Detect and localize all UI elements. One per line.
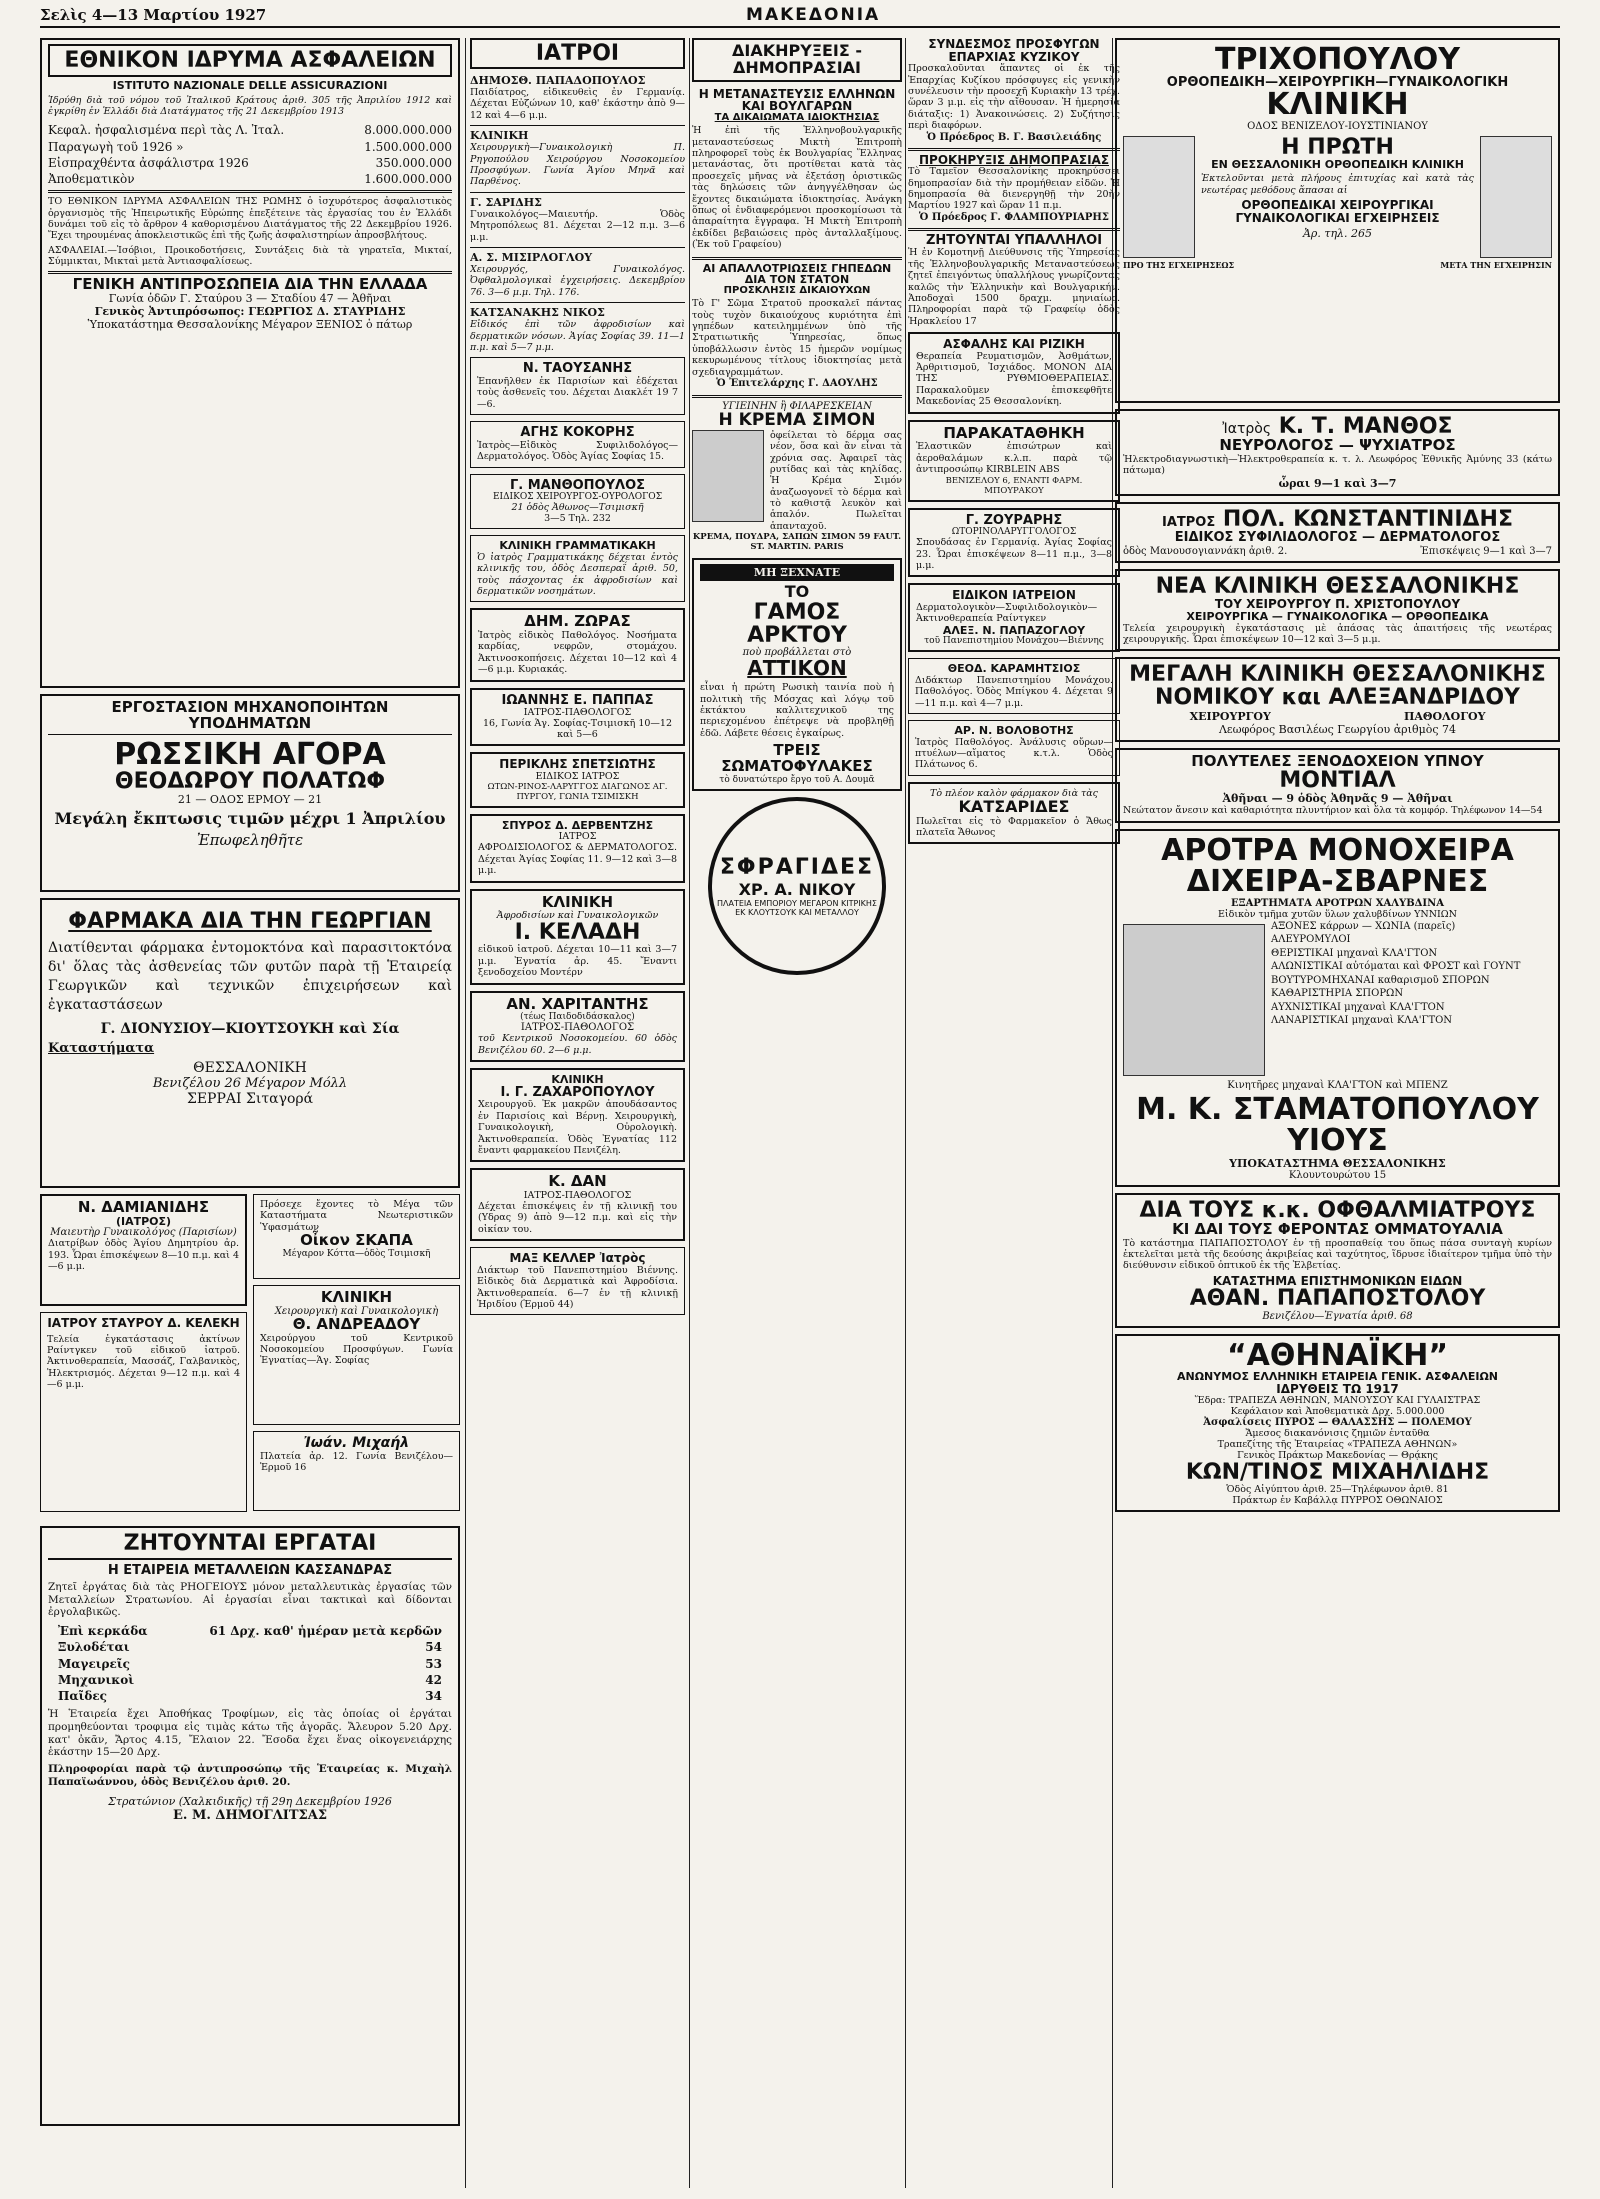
notice-title: ΖΗΤΟΥΝΤΑΙ ΥΠΑΛΛΗΛΟΙ	[925, 232, 1103, 248]
skapa-ad	[253, 1194, 460, 1279]
clinic-title: ΚΛΙΝΙΚΗ	[551, 1073, 604, 1087]
tender-notice	[908, 154, 1120, 223]
workers-title: ΖΗΤΟΥΝΤΑΙ ΕΡΓΑΤΑΙ	[48, 1532, 452, 1560]
michail-body: Πλατεία ἀρ. 12. Γωνία Βενιζέλου—Ἑρμοῦ 16	[260, 1450, 453, 1474]
skapa-name: Οἶκον ΣΚΑΠΑ	[300, 1231, 413, 1250]
damianidis-ad	[40, 1194, 247, 1306]
factory-title: ΕΡΓΟΣΤΑΣΙΟΝ ΜΗΧΑΝΟΠΟΙΗΤΩΝ ΥΠΟΔΗΜΑΤΩΝ	[48, 700, 452, 735]
patient-after-illustration	[1480, 136, 1552, 258]
factory-ad	[40, 694, 460, 892]
notice-body: Ἡ ἐπὶ τῆς Ἑλληνοβουλγαρικῆς μεταναστεύσεως Μικτὴ Ἐπιτροπὴ πληροφορεῖ τοὺς ἐκ Βουλγαρίας Ἕλληνας μετανάστας, ὅτι προτίθεται κατὰ τὰς προσεχεῖς μῆνας νὰ ἐξετάσῃ ὁριστικῶς τὰς δηλώσεις τῶν ἀνηγγέλθησαν ὡς ἔχοντες δικαιώματα ἰδιοκτησίας. Ἀνάγκη ὅπως οἱ ἐνδιαφερόμενοι προσκομίσωσι τὰ ἀπαραίτητα ἔγγραφα. Ἡ Μικτὴ Ἐπιτροπὴ ἐκδίδει βεβαιώσεις πρὸς ἀνταλλαξίμους. (Ἐκ τοῦ Γραφείου)	[692, 125, 902, 251]
column-3	[692, 38, 902, 2188]
clinic-spec: ΧΕΙΡΟΥΡΓΙΚΑ — ΓΥΝΑΙΚΟΛΟΓΙΚΑ — ΟΡΘΟΠΕΔΙΚΑ	[1186, 610, 1489, 624]
ad-body: Πωλεῖται εἰς τὸ Φαρμακεῖον ὁ Ἄθως πλατεῖα Ἄθωνος	[916, 815, 1112, 838]
patient-before-illustration	[1123, 136, 1195, 258]
nomikou-clinic-ad	[1115, 657, 1560, 741]
notice-subtitle: ΠΡΟΣΚΛΗΣΙΣ ΔΙΚΑΙΟΥΧΩΝ	[723, 284, 871, 296]
doctor-role-2: ΠΑΘΟΛΟΓΟΥ	[1403, 709, 1486, 723]
saridis-ad	[470, 196, 685, 243]
stamp-material: ΕΚ ΚΛΟΥΤΣΟΥΚ ΚΑΙ ΜΕΤΑΛΛΟΥ	[735, 907, 859, 917]
doctor-spec: ΙΑΤΡΟΣ	[558, 831, 597, 843]
notice-body: Τὸ Γ' Σῶμα Στρατοῦ προσκαλεῖ πάντας τοὺς τυχὸν δικαιούχους κυριότητα ἐπὶ γηπέδων κατειλημμένων ὑπὸ τῆς Στρατιωτικῆς Ὑπηρεσίας, ὅπως ὑποβάλλωσιν ἐντὸς 15 ἡμερῶν νομίμως κεκυρωμένους τίτλους ἰδιοκτησίας μετὰ σχεδιαγραμμάτων.	[692, 298, 902, 378]
stamp-address: ΠΛΑΤΕΙΑ ΕΜΠΟΡΙΟΥ ΜΕΓΑΡΟΝ ΚΙΤΡΙΚΗΣ	[717, 898, 877, 908]
plows-title-2: ΔΙΧΕΙΡΑ-ΣΒΑΡΝΕΣ	[1186, 864, 1489, 900]
doctor-body: τοῦ Κεντρικοῦ Νοσοκομείου. 60 ὁδὸς Βενιζέλου 60. 2—6 μ.μ.	[478, 1033, 677, 1056]
wage-row: Παῖδες 34	[58, 1688, 442, 1703]
doctor-body: Ἐπανῆλθεν ἐκ Παρισίων καὶ ἐδέχεται τοὺς ἀσθενεῖς του. Δέχεται Διακλέτ 19 7—6.	[477, 375, 678, 410]
manthos-ad	[1115, 409, 1560, 496]
pappas-ad	[470, 688, 685, 747]
notice-subtitle: ΤΑ ΔΙΚΑΙΩΜΑΤΑ ΙΔΙΟΚΤΗΣΙΑΣ	[714, 111, 880, 123]
doctor-name: ΚΛΙΝΙΚΗ ΓΡΑΜΜΑΤΙΚΑΚΗ	[499, 539, 656, 553]
agency-rep: Γενικὸς Ἀντιπρόσωπος: ΓΕΩΡΓΙΟΣ Δ. ΣΤΑΥΡΙΔΗΣ	[94, 305, 406, 319]
kyzikos-notice	[908, 38, 1120, 143]
agency-branch: Ὑποκατάστημα Θεσσαλονίκης Μέγαρον ΞΕΝΙΟΣ ὁ πάτωρ	[87, 318, 413, 332]
optics-title-2: ΚΙ ΔΑΙ ΤΟΥΣ ΦΕΡΟΝΤΑΣ ΟΜΜΑΤΟΥΑΛΙΑ	[1172, 1219, 1503, 1238]
doctor-address: 21 ὁδὸς Ἀθωνος—Τσιμισκῆ	[511, 502, 644, 514]
doctor-phone: 3—5 Τηλ. 232	[544, 513, 611, 525]
hotel-name: ΜΟΝΤΙΑΛ	[1279, 768, 1396, 794]
clinic-body: Δερματολογικὸν—Συφιλιδολογικὸν—Ἀκτινοθεραπεία Ραίντγκεν	[916, 601, 1098, 625]
charitantis-ad	[470, 991, 685, 1063]
doctor-name: ΑΡ. Ν. ΒΟΛΟΒΟΤΗΣ	[954, 723, 1074, 737]
damianidis-role: (ΙΑΤΡΟΣ)	[115, 1214, 172, 1228]
plows-line: ΚΑΘΑΡΙΣΤΗΡΙΑ ΣΠΟΡΩΝ	[1271, 988, 1404, 1000]
clinic-title: ΕΙΔΙΚΟΝ ΙΑΤΡΕΙΟΝ	[952, 588, 1076, 603]
cream-lead: ΥΓΙΕΙΝΗΝ ἢ ΦΙΛΑΡΕΣΚΕΙΑΝ	[722, 400, 872, 412]
notice-title: ΠΡΟΚΗΡΥΞΙΣ ΔΗΜΟΠΡΑΣΙΑΣ	[918, 152, 1110, 167]
notice-signature: Ὁ Πρόεδρος Β. Γ. Βασιλειάδης	[926, 131, 1102, 143]
andreadou-name: Θ. ΑΝΔΡΕΑΔΟΥ	[292, 1314, 421, 1333]
pharma-address-1: Βενιζέλου 26 Μέγαρον Μόλλ	[152, 1075, 348, 1091]
pharma-title: ΦΑΡΜΑΚΑ ΔΙΑ ΤΗΝ ΓΕΩΡΓΙΑΝ	[68, 909, 432, 934]
plows-firm: Μ. Κ. ΣΤΑΜΑΤΟΠΟΥΛΟΥ ΥΙΟΥΣ	[1136, 1091, 1539, 1159]
athinaiki-ad	[1115, 1334, 1560, 1513]
arktos-venue: ΑΤΤΙΚΟΝ	[747, 656, 847, 681]
notices-section-title: ΔΙΑΚΗΡΥΞΕΙΣ - ΔΗΜΟΠΡΑΣΙΑΙ	[692, 38, 902, 82]
doctor-name: ΑΝ. ΧΑΡΙΤΑΝΤΗΣ	[506, 994, 649, 1013]
ad-lead: Τὸ πλέον καλὸν φάρμακον διὰ τὰς	[930, 787, 1098, 799]
kelekis-ad	[40, 1312, 247, 1512]
clinic-doctors: ΝΟΜΙΚΟΥ και ΑΛΕΞΑΝΔΡΙΔΟΥ	[1155, 685, 1520, 711]
doctor-spec: ΙΑΤΡΟΣ-ΠΑΘΟΛΟΓΟΣ	[523, 707, 632, 719]
doctor-body: ΩΤΩΝ-ΡΙΝΟΣ-ΛΑΡΥΓΓΟΣ ΔΙΑΓΩΝΟΣ ΑΓ. ΠΥΡΓΟΥ, ΓΩΝΙΑ ΤΣΙΜΙΣΚΗ	[487, 781, 668, 802]
zoras-ad	[470, 608, 685, 681]
doctor-name: Α. Σ. ΜΙΣΙΡΛΟΓΛΟΥ	[470, 251, 593, 264]
rhythmotherapy-ad	[908, 332, 1120, 414]
kelekis-title: ΙΑΤΡΟΥ ΣΤΑΥΡΟΥ Δ. ΚΕΛΕΚΗ	[47, 1316, 240, 1330]
clinic-title: ΚΛΙΝΙΚΗ	[1266, 87, 1409, 123]
clinic-title: ΜΕΓΑΛΗ ΚΛΙΝΙΚΗ ΘΕΣΣΑΛΟΝΙΚΗΣ	[1129, 662, 1546, 688]
insurer-risks: Ἀσφαλίσεις ΠΥΡΟΣ — ΘΑΛΑΣΣΗΣ — ΠΟΛΕΜΟΥ	[1203, 1417, 1472, 1429]
workers-intro: Ζητεῖ ἐργάτας διὰ τὰς ΡΗΟΓΕΙΟΥΣ μόνον μεταλλευτικὰς ἐργασίας τῶν Μεταλλείων Στρατωνίου. Αἱ ἐργασίαι εἶναι τακτικαὶ καὶ δίδονται ἐργολαβικῶς.	[48, 1580, 452, 1619]
skapa-body: Πρόσεχε ἔχοντες τὸ Μέγα τῶν Καταστήματα Νεωτεριστικῶν Ὑφασμάτων	[260, 1199, 453, 1233]
notice-title: Η ΜΕΤΑΝΑΣΤΕΥΣΙΣ ΕΛΛΗΝΩΝ ΚΑΙ ΒΟΥΛΓΑΡΩΝ	[698, 86, 896, 114]
ad-body: Ἐλαστικῶν ἐπισώτρων καὶ ἀεροθαλάμων κ.λ.π. παρὰ τῷ ἀντιπροσώπῳ KIRBLEIN ABS	[916, 441, 1112, 476]
insurance-row: Εἰσπραχθέντα ἀσφάλιστρα 1926 350.000.000	[48, 155, 452, 170]
doctor-name: ΔΗΜΟΣΘ. ΠΑΠΑΔΟΠΟΥΛΟΣ	[470, 74, 646, 88]
factory-brand: ΡΩΣΣΙΚΗ ΑΓΟΡΑ	[114, 736, 386, 772]
doctor-title: Ἰατρὸς	[1222, 421, 1272, 437]
workers-contact: Πληροφορίαι παρὰ τῷ ἀντιπροσώπῳ τῆς Ἑταιρείας κ. Μιχαὴλ Παπαϊωάννου, ὁδὸς Βενιζέλου ἀριθ. 20.	[48, 1763, 452, 1789]
doctor-name: Γ. ΖΟΥΡΑΡΗΣ	[965, 512, 1063, 528]
column-1	[40, 38, 460, 2188]
doctors-section-title: ΙΑΤΡΟΙ	[470, 38, 685, 69]
doctor-hours: ὧραι 9—1 καὶ 3—7	[1278, 476, 1397, 490]
spetsiotis-ad	[470, 752, 685, 808]
doctor-name: Ι. Γ. ΖΑΧΑΡΟΠΟΥΛΟΥ	[500, 1084, 655, 1100]
notice-signature: Ὁ Πρόεδρος Γ. ΦΛΑΜΠΟΥΡΙΑΡΗΣ	[919, 211, 1109, 223]
andreadou-title: ΚΛΙΝΙΚΗ	[320, 1288, 393, 1306]
doctor-spec: ΙΑΤΡΟΣ-ΠΑΘΟΛΟΓΟΣ	[523, 1190, 632, 1202]
cream-body: ὀφείλεται τὸ δέρμα σας νέον, ὅσα καὶ ἂν εἶναι τὰ χρόνια σας. Ἀφαιρεῖ τὰς ρυτίδας καὶ τὰς κηλίδας. Ἡ Κρέμα Σιμόν ἀναζωογονεῖ τὸ δέρμα καὶ τὸ καθιστᾷ λευκὸν καὶ ἁπαλόν. Πωλεῖται ἁπανταχοῦ.	[770, 429, 902, 532]
hotel-ad	[1115, 748, 1560, 823]
andreadou-body: Χειρούργου τοῦ Κεντρικοῦ Νοσοκομείου Προσφύγων. Γωνία Ἐγνατίας—Ἁγ. Σοφίας	[260, 1332, 453, 1367]
pharma-firm: Γ. ΔΙΟΝΥΣΙΟΥ—ΚΙΟΥΤΣΟΥΚΗ καὶ Σία	[100, 1020, 400, 1037]
workers-ad	[40, 1526, 460, 2126]
masthead	[40, 4, 1560, 28]
hotel-address: Ἀθῆναι — 9 ὁδὸς Ἀθηνᾶς 9 — Ἀθῆναι	[1222, 792, 1453, 806]
plows-ad	[1115, 829, 1560, 1187]
plows-line: ΒΟΥΤΥΡΟΜΗΧΑΝΑΙ καθαρισμοῦ ΣΠΟΡΩΝ	[1271, 974, 1490, 986]
doctor-sub: τοῦ Πανεπιστημίου Μονάχου—Βιέννης	[924, 636, 1104, 647]
insurance-row: Παραγωγὴ τοῦ 1926 » 1.500.000.000	[48, 139, 452, 154]
insurer-name: “ΑΘΗΝΑΪΚΗ”	[1226, 1337, 1449, 1373]
workers-date: Στρατώνιον (Χαλκιδικῆς) τῇ 29η Δεκεμβρίου 1926	[108, 1794, 392, 1808]
volovotis-ad	[908, 720, 1120, 776]
keller-ad	[470, 1247, 685, 1315]
michail-ad	[253, 1431, 460, 1511]
konstantinidis-ad	[1115, 502, 1560, 564]
insurer-bank: Τραπεζίτης τῆς Ἑταιρείας «ΤΡΑΠΕΖΑ ΑΘΗΝΩΝ»	[1217, 1439, 1458, 1451]
insurer-payment: Ἄμεσος διακανόνισις ζημιῶν ἐνταῦθα	[1245, 1428, 1430, 1440]
before-caption: ΠΡΟ ΤΗΣ ΕΓΧΕΙΡΗΣΕΩΣ	[1123, 259, 1235, 270]
notice-signature: Ὁ Ἐπιτελάρχης Γ. ΔΑΟΥΛΗΣ	[716, 377, 878, 389]
doctor-body: εἰδικοῦ ἰατροῦ. Δέχεται 10—11 καὶ 3—7 μ.μ. Ἐγνατία ἀρ. 45. Ἔναντι ξενοδοχείου Μοντέρν	[478, 944, 677, 979]
doctor-body: Διάκτωρ τοῦ Πανεπιστημίου Βιέννης. Εἰδικὸς διὰ Δερματικὰ καὶ Ἀφροδίσια. Ἀκτινοθεραπεία. 6—7 ἐν τῇ κλινικῇ Ἡριδίου (Ἑρμοῦ 44)	[477, 1264, 678, 1310]
insurer-seat: Ἕδρα: ΤΡΑΠΕΖΑ ΑΘΗΝΩΝ, ΜΑΝΟΥΣΟΥ ΚΑΙ ΓΥΛΑΙΣΤΡΑΣ	[1194, 1395, 1481, 1407]
insurer-sub: ΑΝΩΝΥΜΟΣ ΕΛΛΗΝΙΚΗ ΕΤΑΙΡΕΙΑ ΓΕΝΙΚ. ΑΣΦΑΛΕΙΩΝ	[1176, 1370, 1499, 1383]
insurance-ad	[40, 38, 460, 688]
ad-body: Θεραπεία Ρευματισμῶν, Ἀσθμάτων, Ἀρθριτισμοῦ, Ἰσχιάδος. ΜΟΝΟΝ ΔΙΑ ΤΗΣ ΡΥΘΜΙΟΘΕΡΑΠΕΙΑΣ. Παρακαλοῦμεν ἐπισκεφθῆτε Μακεδονίας 25 Θεσσαλονίκη.	[916, 350, 1112, 408]
insurer-year: ΙΔΡΥΘΕΙΣ ΤΩ 1917	[1276, 1381, 1399, 1396]
plows-line: ΘΕΡΙΣΤΙΚΑΙ μηχαναὶ ΚΛΑ'ΓΤΟΝ	[1271, 947, 1438, 959]
insurance-row: Κεφαλ. ἠσφαλισμένα περὶ τὰς Λ. Ἰταλ. 8.000.000.000	[48, 123, 452, 138]
skapa-address: Μέγαρον Κόττα—ὁδὸς Τσιμισκῆ	[282, 1248, 431, 1259]
deposit-ad	[908, 420, 1120, 502]
doctor-body: ΑΦΡΟΔΙΣΙΟΛΟΓΟΣ & ΔΕΡΜΑΤΟΛΟΓΟΣ. Δέχεται Ἁγίας Σοφίας 11. 9—12 καὶ 3—8 μ.μ.	[478, 842, 677, 877]
doctor-spec: ΕΙΔΙΚΟΣ ΣΥΦΙΛΙΔΟΛΟΓΟΣ — ΔΕΡΜΑΤΟΛΟΓΟΣ	[1174, 529, 1501, 545]
kokoris-ad	[470, 421, 685, 467]
doctor-hours: Ἐπισκέψεις 9—1 καὶ 3—7	[1420, 546, 1552, 558]
factory-address: 21 — ΟΔΟΣ ΕΡΜΟΥ — 21	[177, 793, 323, 807]
doctor-name: ΘΕΟΔ. ΚΑΡΑΜΗΤΣΙΟΣ	[947, 662, 1081, 676]
doctor-address: ὁδὸς Μανουσογιαννάκη ἀριθ. 2.	[1123, 546, 1288, 558]
doctor-name: ΔΗΜ. ΖΩΡΑΣ	[524, 612, 631, 631]
katsarides-ad	[908, 782, 1120, 845]
clinic-title: ΚΛΙΝΙΚΗ	[541, 892, 614, 911]
optics-body: Τὸ κατάστημα ΠΑΠΑΠΟΣΤΟΛΟΥ ἐν τῇ προσπαθείᾳ του ὅπως πάσα συνταγὴ κυρίων ἐκτελεῖται μετὰ τῆς δεούσης ἀκριβείας καὶ ταχύτητος, ἵδρυσε ἰδιαίτερον τμῆμα ὑπὸ τὴν διεύθυνσιν εἰδικοῦ ὀπτικοῦ ἐκ τῆς Ἑλβετίας.	[1123, 1237, 1552, 1272]
hotel-title: ΠΟΛΥΤΕΛΕΣ ΞΕΝΟΔΟΧΕΙΟΝ ΥΠΝΟΥ	[1191, 751, 1484, 770]
arktos-sub: ποὺ προβάλλεται στὸ	[742, 647, 852, 659]
manthopoulos-ad	[470, 474, 685, 530]
clinic-title: ΝΕΑ ΚΛΙΝΙΚΗ ΘΕΣΣΑΛΟΝΙΚΗΣ	[1155, 574, 1520, 600]
andreadou-ad	[253, 1285, 460, 1425]
kelladi-ad	[470, 889, 685, 985]
zourari-ad	[908, 508, 1120, 578]
optics-shop: ΚΑΤΑΣΤΗΜΑ ΕΠΙΣΤΗΜΟΝΙΚΩΝ ΕΙΔΩΝ	[1212, 1273, 1463, 1288]
derventzis-ad	[470, 814, 685, 883]
doctor-body: Ἰατρὸς Παθολόγος. Ἀνάλυσις οὔρων—πτυέλων—αἵματος κ.τ.λ. Ὁδὸς Πλάτωνος 6.	[915, 736, 1113, 771]
optics-name: ΑΘΑΝ. ΠΑΠΑΠΟΣΤΟΛΟΥ	[1189, 1286, 1486, 1312]
insurance-title: ΕΘΝΙΚΟΝ ΙΔΡΥΜΑ ΑΣΦΑΛΕΙΩΝ	[48, 44, 452, 77]
doctor-name: ΠΕΡΙΚΛΗΣ ΣΠΕΤΣΙΩΤΗΣ	[499, 757, 656, 772]
doctor-name: Ν. ΤΑΟΥΣΑΝΗΣ	[522, 361, 633, 377]
notice-title: ΣΥΝΔΕΣΜΟΣ ΠΡΟΣΦΥΓΩΝ ΕΠΑΡΧΙΑΣ ΚΥΖΙΚΟΥ	[928, 38, 1100, 64]
page-date: Σελὶς 4—13 Μαρτίου 1927	[40, 6, 267, 24]
doctor-body: Δέχεται ἐπισκέψεις ἐν τῇ κλινικῇ του (Υδρας 9) ἀπὸ 9—12 π.μ. καὶ εἰς τὴν οἰκίαν του.	[478, 1201, 677, 1235]
doctor-sub: (τέως Παιδοδιδάσκαλος)	[520, 1012, 635, 1023]
doctor-body: Σπουδάσας ἐν Γερμανίᾳ. Ἁγίας Σοφίας 23. Ὧραι ἐπισκέψεων 8—11 π.μ., 3—8 μ.μ.	[916, 537, 1112, 571]
cream-title: Η ΚΡΕΜΑ ΣΙΜΟΝ	[718, 409, 876, 430]
doctor-spec: ΙΑΤΡΟΣ-ΠΑΘΟΛΟΓΟΣ	[520, 1022, 635, 1034]
misirloglou-ad	[470, 251, 685, 298]
special-clinic-ad	[908, 583, 1120, 652]
insurance-body: ΤΟ ΕΘΝΙΚΟΝ ΙΔΡΥΜΑ ΑΣΦΑΛΕΙΩΝ ΤΗΣ ΡΩΜΗΣ ὁ ἰσχυρότερος ἀσφαλιστικὸς ὀργανισμὸς τῆς Ἠπειρωτικῆς Εὐρώπης ἐπεξέτεινε τὰς ἐργασίας του ἐν Ἑλλάδι δυνάμει τοῦ εἰς τὸ ἄρθρον 4 καθορισμένου Διατάγματος τῆς 22 Δεκεμβρίου 1926. Ἔχει τηρουμένας ἀποκλειστικῶς ἐπὶ τῆς ζωῆς ἀσφαλιστηρίων ἀπροσβλήτους.	[48, 196, 452, 242]
arktos-ad	[692, 558, 902, 790]
clinic-operations: ΟΡΘΟΠΕΔΙΚΑΙ ΧΕΙΡΟΥΡΓΙΚΑΙ ΓΥΝΑΙΚΟΛΟΓΙΚΑΙ ΕΓΧΕΙΡΗΣΕΙΣ	[1235, 198, 1440, 225]
doctor-body: Ἰατρὸς εἰδικὸς Παθολόγος. Νοσήματα καρδίας, νεφρῶν, στομάχου. Ἀκτινοσκοπήσεις. Δέχεται 10—12 καὶ 4—6 μ.μ. Κυριακάς.	[478, 630, 677, 676]
newspaper-title: ΜΑΚΕΔΟΝΙΑ	[746, 5, 881, 25]
insurance-types: ΑΣΦΑΛΕΙΑΙ.—Ἰσόβιοι, Προικοδοτήσεις, Συντάξεις διὰ τὰ γηρατεῖα, Μικταί, Σύμμικται, Μικταὶ μετὰ Ἀντιασφαλίσεως.	[48, 244, 452, 268]
hotel-body: Νεώτατον ἄνεσιν καὶ καθαριότητα πλυντήριον καὶ ὅλα τὰ κομφόρ. Τηλέφωνον 14—54	[1123, 805, 1543, 817]
arktos-title: ΓΑΜΟΣ ΑΡΚΤΟΥ	[747, 600, 847, 649]
pharma-ad	[40, 898, 460, 1188]
doctor-spec: ΕΙΔΙΚΟΣ ΙΑΤΡΟΣ	[535, 770, 620, 782]
papadopoulos-ad	[470, 74, 685, 121]
doctor-title: ΙΑΤΡΟΣ	[1162, 514, 1216, 530]
stamp-title: ΣΦΡΑΓΙΔΕΣ	[719, 854, 875, 880]
arktos-lead: ΜΗ ΞΕΧΝΑΤΕ	[700, 564, 894, 581]
tractor-illustration	[1123, 924, 1265, 1076]
ad-title: ΚΑΤΣΑΡΙΔΕΣ	[958, 796, 1070, 816]
clinic-body: Ἐκτελοῦνται μετὰ πλήρους ἐπιτυχίας καὶ κατὰ τὰς νεωτέρας μεθόδους ἅπασαι αἱ	[1201, 173, 1474, 196]
pharma-body: Διατίθενται φάρμακα ἐντομοκτόνα καὶ παρασιτοκτόνα δι' ὅλας τὰς ἀσθενείας τῶν φυτῶν παρὰ τῇ Ἑταιρείᾳ Γεωργικῶν καὶ τεχνικῶν ἐπιχειρήσεων καὶ ἐγκαταστάσεων	[48, 940, 452, 1013]
factory-tag: Ἐπωφεληθῆτε	[196, 831, 304, 850]
pharma-city-2: ΣΕΡΡΑΙ Σιταγορά	[186, 1090, 314, 1107]
wage-row: Μηχανικοὶ 42	[58, 1672, 442, 1687]
plows-line: ΑΛΕΥΡΟΜΥΛΟΙ	[1271, 934, 1351, 946]
clinic-sub: ΤΟΥ ΧΕΙΡΟΥΡΓΟΥ Π. ΧΡΙΣΤΟΠΟΥΛΟΥ	[1214, 597, 1461, 612]
doctor-body: Γυναικολόγος—Μαιευτήρ. Ὁδὸς Μητροπόλεως 81. Δέχεται 2—12 π.μ. 3—6 μ.μ.	[470, 208, 685, 243]
clinic-desc: ΕΝ ΘΕΣΣΑΛΟΝΙΚΗ ΟΡΘΟΠΕΔΙΚΗ ΚΛΙΝΙΚΗ	[1211, 157, 1464, 171]
arktos-next-sub: τὸ δυνατώτερο ἔργο τοῦ Α. Δουμᾶ	[719, 774, 875, 785]
optics-title: ΔΙΑ ΤΟΥΣ κ.κ. ΟΦΘΑΛΜΙΑΤΡΟΥΣ	[1139, 1197, 1536, 1223]
notice-body: Ἡ ἐν Κομοτηνῇ Διεύθυνσις τῆς Ὑπηρεσίας τῆς Ἑλληνοβουλγαρικῆς Μεταναστεύσεως ζητεῖ ἐπειγόντως ὑπαλλήλους γνωρίζοντας καλῶς τὴν Ἑλληνικὴν καὶ Βουλγαρικήν. Ἀποδοχαὶ 1500 δραχμ. μηνιαίως. Πληροφορίαι παρὰ τῷ Γραφείῳ ὁδὸς Ἡρακλείου 17	[908, 247, 1120, 327]
plows-address: Κλουντουρώτου 15	[1288, 1169, 1387, 1181]
karamitsios-ad	[908, 658, 1120, 714]
agency-address: Γωνία ὁδῶν Γ. Σταύρου 3 — Σταδίου 47 — Ἀθῆναι	[108, 292, 392, 306]
cream-ad	[692, 401, 902, 552]
notice-body: Προσκαλοῦνται ἅπαντες οἱ ἐκ τῆς Ἐπαρχίας Κυζίκου πρόσφυγες εἰς γενικὴν συνέλευσιν τὴν προσεχῆ Κυριακὴν 13 τρέχ. ὥραν 3 μ.μ. εἰς τὴν αἴθουσαν. Ἡ ἡμερησία διάταξις: 1) Ἀνακοινώσεις. 2) Συζήτησις περὶ διαφόρων.	[908, 63, 1120, 132]
doctor-spec: ΕΙΔΙΚΟΣ ΧΕΙΡΟΥΡΓΟΣ-ΟΥΡΟΛΟΓΟΣ	[492, 492, 663, 503]
doctor-body: Εἰδικός ἐπὶ τῶν ἀφροδισίων καὶ δερματικῶν νόσων. Ἁγίας Σοφίας 39. 11—1 π.μ. καὶ 5—7 μ.μ.	[470, 319, 685, 353]
doctor-name: ΑΛΕΞ. Ν. ΠΑΠΑΖΟΓΛΟΥ	[942, 623, 1086, 637]
insurer-branch: Πράκτωρ ἐν Καβάλλᾳ ΠΥΡΡΟΣ ΟΘΩΝΑΙΟΣ	[1232, 1495, 1443, 1507]
wage-row: Ἐπὶ κερκάδα 61 Δρχ. καθ' ἡμέραν μετὰ κερδῶν	[58, 1624, 442, 1639]
doctor-name: Γ. ΜΑΝΘΟΠΟΥΛΟΣ	[509, 477, 646, 493]
doctor-body: Ἰατρὸς—Εἰδικὸς Συφιλιδολόγος—Δερματολόγος. Ὁδὸς Ἁγίας Σοφίας 15.	[477, 439, 678, 463]
factory-offer: Μεγάλη ἔκπτωσις τιμῶν μέχρι 1 Ἀπριλίου	[54, 809, 446, 829]
doctor-body: 16, Γωνία Ἁγ. Σοφίας-Τσιμισκῆ 10—12 καὶ 5—6	[483, 718, 672, 741]
arktos-body: εἶναι ἡ πρώτη Ρωσικὴ ταινία ποὺ ἡ πολιτικὴ τῆς Μόσχας καὶ λόγῳ τοῦ ἐκτάκτου καλλιτεχνικοῦ της περιεχομένου ἐπέτρεψε νὰ προβληθῇ ἐδῶ. Λάβετε θέσεις ἐγκαίρως.	[700, 682, 894, 739]
insurer-capital: Κεφάλαιον καὶ Ἀποθεματικὰ Δρχ. 5.000.000	[1230, 1406, 1445, 1418]
plows-line: ΑΥΧΝΙΣΤΙΚΑΙ μηχαναὶ ΚΛΑ'ΓΤΟΝ	[1271, 1001, 1445, 1013]
exchange-notice	[692, 88, 902, 251]
plows-title: ΑΡΟΤΡΑ ΜΟΝΟΧΕΙΡΑ	[1161, 832, 1514, 868]
clinic-owner: ΤΡΙΧΟΠΟΥΛΟΥ	[1214, 42, 1461, 77]
after-caption: ΜΕΤΑ ΤΗΝ ΕΓΧΕΙΡΗΣΙΝ	[1440, 259, 1552, 270]
plows-branch: ΥΠΟΚΑΤΑΣΤΗΜΑ ΘΕΣΣΑΛΟΝΙΚΗΣ	[1229, 1156, 1446, 1170]
new-clinic-ad	[1115, 569, 1560, 651]
taousanis-ad	[470, 357, 685, 415]
ad-title: ΠΑΡΑΚΑΤΑΘΗΚΗ	[943, 423, 1085, 442]
doctor-name: ΚΑΤΣΑΝΑΚΗΣ ΝΙΚΟΣ	[470, 306, 605, 320]
insurance-subtitle: ISTITUTO NAZIONALE DELLE ASSICURAZIONI	[112, 79, 388, 93]
doctor-name: ΙΩΑΝΝΗΣ Ε. ΠΑΠΠΑΣ	[501, 692, 654, 708]
wage-row: Μαγειρεῖς 53	[58, 1656, 442, 1671]
column-4	[908, 38, 1120, 2188]
insurer-address: Ὁδὸς Αἰγύπτου ἀριθ. 25—Τηλέφωνον ἀριθ. 81	[1226, 1484, 1449, 1496]
trichopoulou-ad	[1115, 38, 1560, 403]
insurance-row: Ἀποθεματικὸν 1.600.000.000	[48, 171, 452, 186]
damianidis-spec: Μαιευτὴρ Γυναικολόγος (Παρισίων)	[50, 1227, 237, 1239]
arktos-article: ΤΟ	[784, 582, 810, 602]
doctor-name: Κ. Τ. ΜΑΝΘΟΣ	[1278, 414, 1453, 439]
andreadou-sub: Χειρουργικὴ καὶ Γυναικολογικὴ	[274, 1305, 439, 1317]
plows-line: Κινητῆρες μηχαναὶ ΚΛΑ'ΓΤΟΝ καὶ ΜΠΕΝΖ	[1227, 1079, 1448, 1091]
pharma-city-1: ΘΕΣΣΑΛΟΝΙΚΗ	[193, 1059, 307, 1076]
clinic-phone: Ἀρ. τηλ. 265	[1302, 227, 1373, 241]
doctor-name: Γ. ΣΑΡΙΔΗΣ	[470, 195, 542, 209]
column-5	[1115, 38, 1560, 2188]
workers-company: Η ΕΤΑΙΡΕΙΑ ΜΕΤΑΛΛΕΙΩΝ ΚΑΣΣΑΝΔΡΑΣ	[107, 1563, 393, 1579]
stamp-emblem	[708, 797, 886, 975]
dan-ad	[470, 1168, 685, 1241]
plows-line: ΑΞΟΝΕΣ κάρρων — ΧΩΝΙΑ (παρεῖς)	[1271, 920, 1456, 932]
pharma-stores-label: Καταστήματα	[48, 1040, 155, 1056]
ad-title: ΑΣΦΑΛΗΣ ΚΑΙ ΡΙΖΙΚΗ	[943, 337, 1085, 352]
factory-owner: ΘΕΟΔΩΡΟΥ ΠΟΛΑΤΩΦ	[114, 769, 386, 794]
woman-portrait-illustration	[692, 430, 764, 522]
ad-address: ΒΕΝΙΖΕΛΟΥ 6, ΕΝΑΝΤΙ ΦΑΡΜ. ΜΠΟΥΡΑΚΟΥ	[945, 475, 1083, 496]
insurance-intro: Ἱδρύθη διὰ τοῦ νόμου τοῦ Ἰταλικοῦ Κράτους ἀριθ. 305 τῆς Ἀπριλίου 1912 καὶ ἐγκρίθη ἐν Ἑλλάδι διὰ Διατάγματος τῆς 21 Δεκεμβρίου 1913	[48, 94, 452, 118]
doctor-name: ΑΓΗΣ ΚΟΚΟΡΗΣ	[520, 425, 635, 441]
plows-line: ΛΑΝΑΡΙΣΤΙΚΑΙ μηχαναὶ ΚΛΑ'ΓΤΟΝ	[1271, 1015, 1453, 1027]
small-ads-grid	[40, 1194, 460, 1520]
clinic-address: ΟΔΟΣ ΒΕΝΙΖΕΛΟΥ-ΙΟΥΣΤΙΝΙΑΝΟΥ	[1247, 120, 1428, 132]
plows-line: ΕΞΑΡΤΗΜΑΤΑ ΑΡΟΤΡΩΝ ΧΑΛΥΒΔΙΝΑ	[1230, 897, 1444, 909]
doctor-name: Ι. ΚΕΛΑΔΗ	[514, 920, 641, 946]
katsanakis-ad	[470, 306, 685, 353]
clinic-address: Λεωφόρος Βασιλέως Γεωργίου ἀριθμὸς 74	[1218, 722, 1457, 736]
doctor-body: Χειρουργοῦ. Ἐκ μακρῶν ἀπουδάσαντος ἐν Παρισίοις καὶ Βέρνῃ. Χειρουργικὴ, Γυναικολογικὴ, Οὐρολογικὴ. Ἀκτινοθεραπεία. Ὁδὸς Ἐγνατίας 112 ἔναντι φαρμακείου Πενιζέλη.	[478, 1099, 677, 1156]
insurer-general: Γενικὸς Πράκτωρ Μακεδονίας — Θρᾴκης	[1237, 1450, 1438, 1462]
doctor-name: ΜΑΞ ΚΕΛΛΕΡ Ἰατρὸς	[509, 1251, 646, 1266]
clinic-specialties: ΟΡΘΟΠΕΔΙΚΗ—ΧΕΙΡΟΥΡΓΙΚΗ—ΓΥΝΑΙΚΟΛΟΓΙΚΗ	[1166, 74, 1509, 90]
workers-signature: Ε. Μ. ΔΗΜΟΓΛΙΤΣΑΣ	[172, 1807, 328, 1823]
doctor-name: Κ. ΔΑΝ	[548, 1172, 607, 1191]
agency-title: ΓΕΝΙΚΗ ΑΝΤΙΠΡΟΣΩΠΕΙΑ ΔΙΑ ΤΗΝ ΕΛΛΑΔΑ	[72, 274, 428, 293]
zacharopoulou-ad	[470, 1068, 685, 1162]
doctor-name: ΠΟΛ. ΚΩΝΣΤΑΝΤΙΝΙΔΗΣ	[1222, 506, 1513, 532]
workers-body: Ἡ Ἑταιρεία ἔχει Ἀποθήκας Τροφίμων, εἰς τὰς ὁποίας οἱ ἐργάται προμηθεύονται τροφιμα εἰς τιμὰς κάτω τῆς ἀγορᾶς. Ἄλευρον 5.20 Δρχ. κατ' ὀκᾶν, Ἄρτος 4.15, Ἔλαιον 22. Ἔσοδα ἔχει ἕνας οἰκογενειάρχης ἑκάστην 15—20 Δρχ.	[48, 1708, 452, 1759]
notice-body: Τὸ Ταμεῖον Θεσσαλονίκης προκηρύσσει δημοπρασίαν διὰ τὴν προμήθειαν εἰδῶν. Ἡ δημοπρασία θὰ διενεργηθῇ τὴν 20ὴν Μαρτίου 1927 καὶ ὥραν 11 π.μ.	[908, 166, 1120, 212]
expropriation-notice	[692, 263, 902, 389]
stamp-name: ΧΡ. Α. ΝΙΚΟΥ	[738, 879, 856, 899]
optics-ad	[1115, 1193, 1560, 1328]
clinic-first: Η ΠΡΩΤΗ	[1281, 134, 1394, 160]
doctor-spec: ΩΤΟΡΙΝΟΛΑΡΥΓΓΟΛΟΓΟΣ	[951, 527, 1077, 538]
doctor-role-1: ΧΕΙΡΟΥΡΓΟΥ	[1189, 709, 1271, 723]
grammatikakis-ad	[470, 535, 685, 602]
optics-address: Βενιζέλου—Ἐγνατία ἀριθ. 68	[1262, 1310, 1413, 1322]
damianidis-name: Ν. ΔΑΜΙΑΝΙΔΗΣ	[77, 1198, 210, 1216]
wage-row: Ξυλοδέται 54	[58, 1640, 442, 1655]
klinik1-ad	[470, 129, 685, 188]
doctor-body: Παιδίατρος, εἰδικευθεὶς ἐν Γερμανίᾳ. Δέχεται Εὐζώνων 10, καθ' ἑκάστην ἀπὸ 9—12 καὶ 4—6 μ.μ.	[470, 87, 685, 121]
employees-notice	[908, 234, 1120, 327]
doctor-body: Διδάκτωρ Πανεπιστημίου Μονάχου. Παθολόγος. Ὁδὸς Μπίγκου 4. Δέχεται 9—11 π.μ. καὶ 4—7 μ.μ.	[915, 674, 1113, 709]
doctor-body: Ἠλεκτροδιαγνωστικὴ—Ἠλεκτροθεραπεία κ. τ. λ. Λεωφόρος Ἐθνικῆς Ἀμύνης 33 (κάτω πάτωμα)	[1123, 453, 1552, 477]
doctor-body: Ὁ ἰατρὸς Γραμματικάκης δέχεται ἐντὸς κλινικῆς του, ὁδὸς Δεσπεραΐ ἀριθ. 50, τοὺς πάσχοντας ἐκ ἀφροδισίων καὶ δερματικῶν νοσημάτων.	[477, 551, 678, 597]
column-2	[470, 38, 685, 2188]
notice-title: ΑΙ ΑΠΑΛΛΟΤΡΙΩΣΕΙΣ ΓΗΠΕΔΩΝ ΔΙΑ ΤΟΝ ΣΤΑΤΟΝ	[702, 261, 892, 287]
plows-line: Εἰδικὸν τμῆμα χυτῶν ὕλων χαλυβδίνων ΥΝΝΙΩΝ	[1217, 908, 1457, 920]
doctor-body: Χειρουργικὴ—Γυναικολογικὴ Π. Ρηγοπούλου Χειρούργου Νοσοκομείου Προσφύγων. Γωνία Ἁγίου Μηνᾶ καὶ Παρθένος.	[470, 142, 685, 188]
kelekis-body: Τελεία ἐγκατάστασις ἀκτίνων Ραίντγκεν τοῦ εἰδικοῦ ἰατροῦ. Ἀκτινοθεραπεία, Μασσάζ, Γαλβανικὸς, Ἠλεκτρισμός. Δέχεται 9—12 π.μ. καὶ 4—6 μ.μ.	[47, 1333, 240, 1391]
doctor-body: Χειρουργός, Γυναικολόγος. Ὀφθαλμολογικαὶ ἐγχειρήσεις. Δεκεμβρίου 76. 3—6 μ.μ. Τηλ. 176.	[470, 264, 685, 298]
doctor-name: ΚΛΙΝΙΚΗ	[470, 129, 529, 143]
clinic-sub: Ἀφροδισίων καὶ Γυναικολογικῶν	[496, 910, 659, 922]
damianidis-body: Διατρίβων ὁδὸς Ἁγίου Δημητρίου ἀρ. 193. Ὧραι ἐπισκέψεων 8—10 π.μ. καὶ 4—6 μ.μ.	[48, 1238, 239, 1273]
doctor-spec: ΝΕΥΡΟΛΟΓΟΣ — ΨΥΧΙΑΤΡΟΣ	[1219, 436, 1456, 455]
plows-line: ΑΛΩΝΙΣΤΙΚΑΙ αὐτόμαται καὶ ΦΡΟΣΤ καὶ ΓΟΥΝΤ	[1271, 961, 1521, 973]
clinic-body: Τελεία χειρουργικὴ ἐγκατάστασις μὲ ἁπάσας τὰς ἀπαιτήσεις τῆς νεωτέρας χειρουργικῆς. Ὧραι ἐπισκέψεων 10—12 καὶ 3—5 μ.μ.	[1123, 622, 1552, 645]
insurer-agent: ΚΩΝ/ΤΙΝΟΣ ΜΙΧΑΗΛΙΔΗΣ	[1185, 1460, 1490, 1486]
arktos-next-film: ΤΡΕΙΣ ΣΩΜΑΤΟΦΥΛΑΚΕΣ	[721, 741, 873, 775]
doctor-name: ΣΠΥΡΟΣ Δ. ΔΕΡΒΕΝΤΖΗΣ	[501, 818, 654, 832]
cream-footer: ΚΡΕΜΑ, ΠΟΥΔΡΑ, ΣΑΠΩΝ ΣΙΜΟΝ 59 FAUT. ST. MARTIN. PARIS	[692, 532, 902, 553]
michail-name: Ἰωάν. Μιχαήλ	[303, 1435, 410, 1451]
